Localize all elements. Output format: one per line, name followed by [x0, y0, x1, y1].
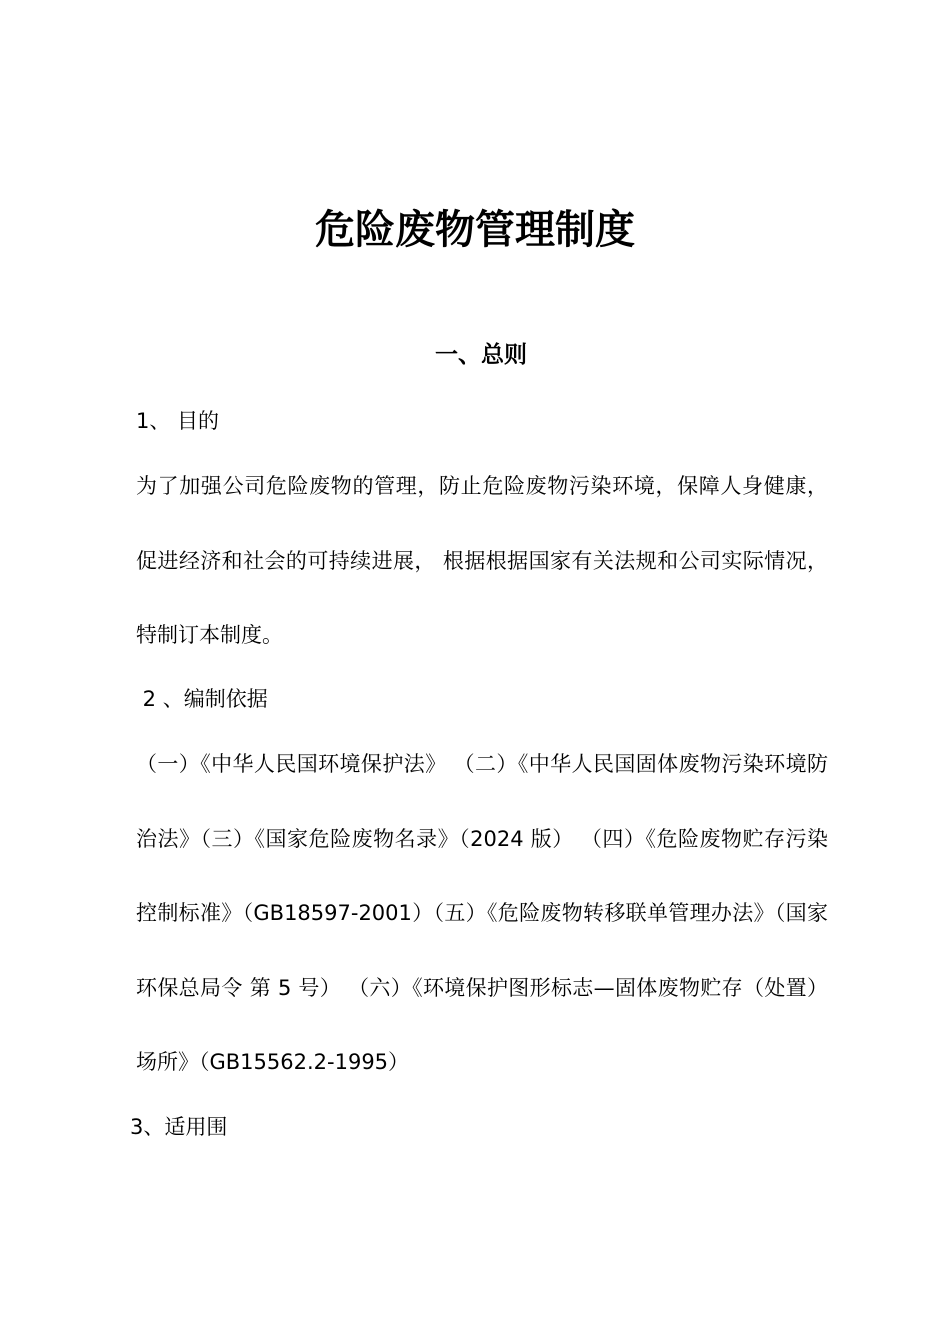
item-heading-scope: 3、适用围	[130, 1115, 228, 1139]
paragraph-basis: （一）《中华人民国环境保护法》 （二）《中华人民国固体废物污染环境防治法》（三）《国家危险废物名录》（2024 版） （四）《危险废物贮存污染控制标准》（GB18597-2001）（五）《危险废物转移联单管理办法》（国家环保总局令 第 5 号） （六）《环境保护图形标志—固体废物贮存（处置）场所》（GB15562.2-1995）	[136, 752, 828, 1074]
item-heading-basis: 2 、编制依据	[136, 687, 268, 711]
section-heading-general: 一、总则	[435, 342, 527, 368]
item-heading-purpose: 1、 目的	[136, 409, 220, 433]
paragraph-purpose: 为了加强公司危险废物的管理，防止危险废物污染环境，保障人身健康，促进经济和社会的可持续进展， 根据根据国家有关法规和公司实际情况，特制订本制度。	[136, 474, 828, 647]
document-title: 危险废物管理制度	[315, 207, 635, 253]
